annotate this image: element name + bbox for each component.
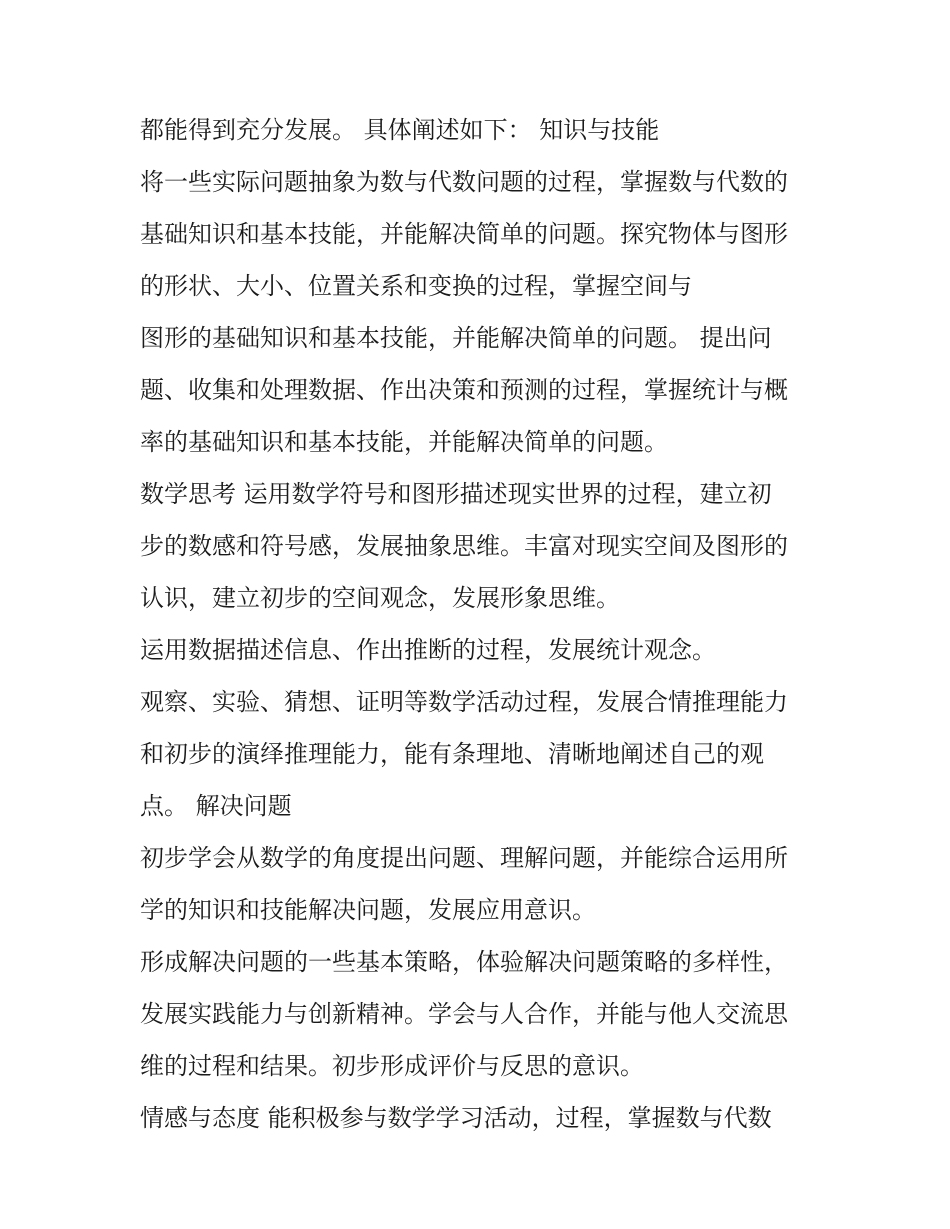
text-line: 学的知识和技能解决问题，发展应用意识。	[140, 896, 596, 924]
text-line: 运用数据描述信息、作出推断的过程，发展统计观念。	[140, 636, 716, 664]
text-line: 形成解决问题的一些基本策略，体验解决问题策略的多样性，	[140, 948, 788, 976]
text-line: 认识，建立初步的空间观念，发展形象思维。	[140, 584, 620, 612]
text-line: 将一些实际问题抽象为数与代数问题的过程，掌握数与代数的	[140, 168, 788, 196]
text-line: 图形的基础知识和基本技能，并能解决简单的问题。 提出问	[140, 324, 772, 352]
text-line: 观察、实验、猜想、证明等数学活动过程，发展合情推理能力	[140, 688, 788, 716]
text-line: 率的基础知识和基本技能，并能解决简单的问题。	[140, 428, 668, 456]
text-line: 基础知识和基本技能，并能解决简单的问题。探究物体与图形	[140, 220, 788, 248]
text-line: 的形状、大小、位置关系和变换的过程，掌握空间与	[140, 272, 692, 300]
text-line: 初步学会从数学的角度提出问题、理解问题，并能综合运用所	[140, 844, 788, 872]
text-line: 题、收集和处理数据、作出决策和预测的过程，掌握统计与概	[140, 376, 788, 404]
text-line: 维的过程和结果。初步形成评价与反思的意识。	[140, 1052, 644, 1080]
text-line: 发展实践能力与创新精神。学会与人合作，并能与他人交流思	[140, 1000, 788, 1028]
text-line: 点。 解决问题	[140, 792, 292, 820]
text-line: 和初步的演绎推理能力，能有条理地、清晰地阐述自己的观	[140, 740, 764, 768]
body-text	[140, 108, 830, 1148]
text-line: 步的数感和符号感，发展抽象思维。丰富对现实空间及图形的	[140, 532, 788, 560]
text-line: 数学思考 运用数学符号和图形描述现实世界的过程，建立初	[140, 480, 772, 508]
text-line: 都能得到充分发展。 具体阐述如下： 知识与技能	[140, 116, 660, 144]
text-line: 情感与态度 能积极参与数学学习活动，过程，掌握数与代数	[140, 1104, 772, 1132]
